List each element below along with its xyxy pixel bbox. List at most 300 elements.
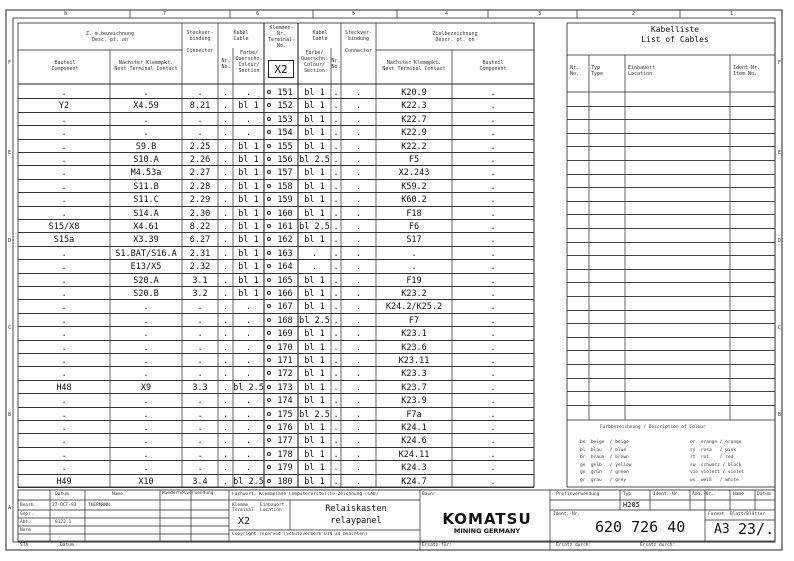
tb-location-label: Einbauort Location [260,503,285,513]
right-component-cell: . [490,88,496,98]
left-component-cell: H49 [56,476,72,487]
terminal-point-icon [267,318,271,322]
left-next-terminal-cell: X4.61 [133,222,159,232]
tb-doc-number: 620 726 40 [595,518,686,536]
cable-list-title: Kabelliste List of Cables [641,25,709,44]
cable-list-row [567,255,775,256]
header-no-right: Nr. No. [331,58,341,70]
right-connector-cell: . [355,315,362,326]
left-connector-cell: 2.32 [189,262,211,273]
zone-letter-a: A [8,505,12,511]
left-connector-cell: 8.22 [189,222,211,232]
left-cable-no-cell: . [222,222,229,232]
left-component-cell: S15a [53,235,75,246]
left-component-cell: . [61,114,67,125]
left-connector-cell: 2.31 [189,248,211,259]
zone-number-7: 7 [163,11,167,17]
tb-erstellt-durch: Ersatz durch: [640,543,676,548]
colour-legend-item: rs rosa / pink [690,447,737,453]
terminal-point-icon [267,358,271,362]
left-connector-cell: . [197,423,203,433]
left-colour-cell: . [245,315,252,326]
right-connector-cell: . [355,262,362,273]
terminal-point-icon [267,412,271,416]
left-component-cell: . [61,88,67,98]
cable-list-row [567,187,775,188]
header-next-terminal-right: Nächster Klemmpkt. Next Terminal Contact [382,60,446,72]
right-cable-no-cell: . [333,195,339,206]
right-next-terminal-cell: K23.9 [401,396,427,407]
left-component-cell: . [61,369,67,380]
cable-list-row [567,106,775,107]
right-component-cell: . [490,168,496,179]
left-next-terminal-cell: S11.B [133,181,159,192]
right-next-terminal-cell: K24.1 [401,423,427,433]
right-next-terminal-cell: K22.9 [401,128,427,139]
cable-col-ident: Ident-Nr. Item No. [733,65,761,77]
cable-list-row [567,337,775,338]
tb-fachwort: Fachwort: Klemmpläne Computererstellte Zeichnung (CAD) [232,492,379,497]
right-colour-cell: bl 1 [304,141,325,152]
terminal-number-cell: 159 [277,195,293,206]
header-component-desc: Z. m.bezeichnung Desc. pt. on [85,31,135,43]
tb-copyright: Copyright reserved (Schutzvermerk DIN 34 beachten) [232,532,368,537]
terminal-strip-label: X2 [268,60,294,78]
left-cable-no-cell: . [222,342,229,353]
left-next-terminal-cell: . [143,128,149,139]
colour-legend-item: bl blau / blue [580,447,627,453]
left-colour-cell: . [245,114,252,125]
right-connector-cell: . [355,396,362,407]
left-component-cell: . [61,396,67,407]
right-next-terminal-cell: F18 [406,208,422,219]
left-connector-cell: . [197,369,203,380]
left-component-cell: . [61,342,67,353]
terminal-number-cell: 153 [277,114,293,125]
right-cable-no-cell: . [333,449,339,460]
left-connector-cell: . [197,114,203,125]
terminal-number-cell: 167 [277,302,293,313]
right-cable-no-cell: . [333,141,339,152]
tb-werknr: Baunr. [422,492,439,497]
right-component-cell: . [490,235,496,246]
terminal-number-cell: 164 [277,262,293,273]
right-colour-cell: . [311,248,318,259]
right-next-terminal-cell: F5 [408,155,420,165]
right-connector-cell: . [355,248,362,259]
header-cable-right: Kabel Cable [312,30,328,42]
left-connector-cell: 2.30 [189,208,211,219]
right-colour-cell: bl 1 [304,114,325,125]
left-connector-cell: . [197,449,203,460]
cable-list-row [567,160,775,161]
left-connector-cell: . [197,329,203,340]
right-colour-cell: bl 1 [304,436,325,447]
cable-list-row [567,350,775,351]
terminal-number-cell: 169 [277,329,293,340]
right-connector-cell: . [355,289,362,299]
left-connector-cell: . [197,356,203,366]
terminal-point-icon [267,345,271,349]
terminal-number-cell: 170 [277,342,293,353]
left-connector-cell: . [197,409,203,420]
zone-number-8: 8 [64,11,68,17]
terminal-point-icon [267,278,271,282]
left-connector-cell: 3.2 [192,289,208,299]
left-colour-cell: . [245,423,252,433]
left-colour-cell: . [245,396,252,407]
left-cable-no-cell: . [222,208,229,219]
left-colour-cell: bl 1 [238,101,259,112]
left-next-terminal-cell: . [143,449,149,460]
right-connector-cell: . [355,195,362,206]
right-cable-no-cell: . [333,181,339,192]
terminal-point-icon [267,90,271,94]
colour-legend-item: or orange / orange [690,440,742,445]
left-colour-cell: . [245,463,252,474]
tb-blatt-label: Blatt/Blätter [730,512,766,517]
header-next-terminal-left: Nächster Klemmpkt. Next Terminal Contact [114,60,178,72]
right-cable-no-cell: . [333,436,339,447]
right-connector-cell: . [355,222,362,232]
left-cable-no-cell: . [222,248,229,259]
right-connector-cell: . [355,181,362,192]
left-colour-cell: bl 2.5 [233,382,264,393]
komatsu-logo: KOMATSU [442,510,532,528]
right-cable-no-cell: . [333,315,339,326]
colour-legend-left [580,440,670,485]
terminal-number-cell: 176 [277,423,293,433]
right-component-cell: . [490,302,496,313]
tb-desc-line1: Relaiskasten [325,504,387,514]
header-cable-left: Kabel Cable [233,30,249,42]
terminal-number-cell: 180 [277,476,293,487]
left-component-cell: . [61,128,67,139]
terminal-number-cell: 151 [277,88,293,98]
left-colour-cell: bl 1 [238,222,259,232]
right-cable-no-cell: . [333,476,339,487]
colour-legend-item: vio violett / violet [690,470,745,475]
right-cable-no-cell: . [333,248,339,259]
right-connector-cell: . [355,275,362,286]
cable-list-row [567,310,775,311]
left-connector-cell: 2.28 [189,181,211,192]
left-colour-cell: . [245,88,252,98]
right-connector-cell: . [355,476,362,487]
right-connector-cell: . [355,114,362,125]
cable-list-row [567,296,775,297]
right-component-cell: . [490,181,496,192]
right-colour-cell: bl 1 [304,88,325,98]
terminal-number-cell: 156 [277,155,293,165]
left-component-cell: . [61,275,67,286]
left-next-terminal-cell: . [143,329,149,340]
right-component-cell: . [490,342,496,353]
tb-format: A3 [714,522,730,537]
zone-number-1: 1 [730,11,734,17]
cable-list-row [567,364,775,365]
left-connector-cell: 3.3 [192,382,208,393]
cable-col-no: Nr. No. [570,65,580,77]
colour-legend-title: Farbbezeichnung / Description of Colour [600,425,706,430]
right-colour-cell: bl 2.5 [299,222,330,232]
tb-terminal-value: X2 [238,516,251,527]
right-cable-no-cell: . [333,168,339,179]
right-next-terminal-cell: K23.11 [398,356,430,366]
right-component-cell: . [490,289,496,299]
right-connector-cell: . [355,342,362,353]
left-connector-cell: 3.4 [192,476,208,487]
right-cable-no-cell: . [333,88,339,98]
left-colour-cell: bl 1 [238,141,259,152]
left-colour-cell: . [245,356,252,366]
right-colour-cell: bl 1 [304,463,325,474]
terminal-number-cell: 174 [277,396,293,407]
right-component-cell: . [490,436,496,447]
left-component-cell: . [61,248,67,259]
right-colour-cell: bl 1 [304,275,325,286]
tb-bearb-date: 27-OCT-93 [52,503,77,508]
terminal-number-cell: 154 [277,128,293,139]
terminal-number-cell: 157 [277,168,293,179]
left-cable-no-cell: . [222,409,229,420]
right-colour-cell: bl 1 [304,168,325,179]
header-target-desc: Zielbezeichnung Descr. pt. on [432,31,478,43]
cable-list-row [567,119,775,120]
left-next-terminal-cell: M4.53a [130,168,162,179]
right-colour-cell: bl 1 [304,369,325,380]
right-colour-cell: bl 2.5 [299,409,330,420]
tb-name-label: Name [112,492,123,497]
tb-ersatz-fuer: Ersatz für: [422,543,452,548]
terminal-number-cell: 178 [277,449,293,460]
terminal-point-icon [267,144,271,148]
right-colour-cell: bl 1 [304,101,325,112]
terminal-number-cell: 166 [277,289,293,299]
colour-legend-item: ge gelb / yellow [580,462,632,468]
right-colour-cell: bl 1 [304,449,325,460]
left-cable-no-cell: . [222,114,229,125]
left-colour-cell: bl 1 [238,168,259,179]
zone-letter-e-right: E [778,150,782,156]
right-colour-cell: bl 1 [304,382,325,393]
right-cable-no-cell: . [333,463,339,474]
terminal-number-cell: 177 [277,436,293,447]
left-connector-cell: 6.27 [189,235,211,246]
right-component-cell: . [490,329,496,340]
left-colour-cell: . [245,128,252,139]
right-next-terminal-cell: . [411,262,417,273]
left-next-terminal-cell: S9.B [135,141,157,152]
cable-list-row [567,323,775,324]
colour-legend-right [690,440,775,485]
cable-list-row [567,282,775,283]
right-component-cell: . [490,195,496,206]
right-connector-cell: . [355,128,362,139]
left-connector-cell: . [197,315,203,326]
right-colour-cell: bl 1 [304,329,325,340]
right-next-terminal-cell: S17 [406,235,422,246]
left-connector-cell: 2.25 [189,141,211,152]
right-next-terminal-cell: F6 [408,222,420,232]
terminal-number-cell: 155 [277,141,293,152]
left-next-terminal-cell: . [143,463,149,474]
cable-list-row [567,378,775,379]
zone-letter-b: B [8,412,12,418]
cable-list-row [567,242,775,243]
left-colour-cell: . [245,342,252,353]
left-next-terminal-cell: . [143,302,149,313]
tb-ersatz-durch: Ersatz durch: [556,543,592,548]
right-colour-cell: bl 1 [304,289,325,299]
left-component-cell: H48 [56,382,72,393]
header-terminal-no: Klemmen- Nr. Terminal- No. [267,25,296,49]
left-connector-cell: . [197,396,203,407]
left-cable-no-cell: . [222,369,229,380]
left-component-cell: . [61,195,67,206]
tb-abt-label: Abt. [20,520,31,525]
left-cable-no-cell: . [222,302,229,313]
left-colour-cell: bl 1 [238,195,259,206]
right-connector-cell: . [355,356,362,366]
right-cable-no-cell: . [333,289,339,299]
right-next-terminal-cell: K23.6 [401,342,427,353]
left-colour-cell: bl 1 [238,275,259,286]
terminal-number-cell: 160 [277,208,293,219]
left-cable-no-cell: . [222,463,229,474]
right-next-terminal-cell: F7a [406,409,422,420]
left-component-cell: . [61,463,67,474]
right-colour-cell: bl 1 [304,181,325,192]
right-colour-cell: bl 1 [304,235,325,246]
right-connector-cell: . [355,329,362,340]
left-colour-cell: bl 1 [238,181,259,192]
right-next-terminal-cell: K24.6 [401,436,427,447]
left-next-terminal-cell: S20.B [133,289,159,299]
left-next-terminal-cell: . [143,369,149,380]
tb-desc-line2: relaypanel [330,516,382,526]
left-cable-no-cell: . [222,181,229,192]
right-component-cell: . [490,222,496,232]
left-cable-no-cell: . [222,155,229,165]
left-next-terminal-cell: E13/X5 [130,262,162,273]
terminal-number-cell: 165 [277,275,293,286]
cable-list-row [567,228,775,229]
left-component-cell: . [61,181,67,192]
right-component-cell: . [490,449,496,460]
right-cable-no-cell: . [333,329,339,340]
right-cable-no-cell: . [333,409,339,420]
left-component-cell: . [61,423,67,433]
cable-col-location: Einbauort Location [628,65,656,77]
zone-letter-c-right: C [778,325,782,331]
cable-list-row [567,391,775,392]
zone-letter-c: C [8,325,12,331]
right-connector-cell: . [355,155,362,165]
terminal-point-icon [267,251,271,255]
right-component-cell: . [490,476,496,487]
left-connector-cell: . [197,302,203,313]
left-next-terminal-cell: . [143,342,149,353]
terminal-number-cell: 168 [277,315,293,326]
left-cable-no-cell: . [222,356,229,366]
left-component-cell: . [61,315,67,326]
header-connector-left: Steckver- bindung Connector [186,30,214,54]
left-cable-no-cell: . [222,476,229,487]
left-cable-no-cell: . [222,449,229,460]
left-component-cell: . [61,329,67,340]
left-component-cell: . [61,208,67,219]
left-next-terminal-cell: X9 [140,382,152,393]
terminal-number-cell: 179 [277,463,293,474]
right-next-terminal-cell: X2.243 [398,168,430,179]
colour-legend-item: be beige / beige [580,440,629,445]
tb-gepr-label: Gepr. [20,512,34,517]
left-next-terminal-cell: X3.39 [133,235,159,246]
right-connector-cell: . [355,409,362,420]
terminal-point-icon [267,184,271,188]
right-colour-cell: . [311,262,318,273]
right-connector-cell: . [355,88,362,98]
left-next-terminal-cell: S10.A [133,155,159,165]
right-next-terminal-cell: K22.2 [401,141,427,152]
tb-format-label: Format [708,512,725,517]
cable-list-row [567,269,775,270]
right-cable-no-cell: . [333,128,339,139]
right-next-terminal-cell: K24.7 [401,476,427,487]
cable-list-row [567,133,775,134]
cable-list-row [567,146,775,147]
right-colour-cell: bl 1 [304,302,325,313]
left-cable-no-cell: . [222,235,229,246]
header-component-right: Bauteil Component [479,60,507,72]
right-next-terminal-cell: F19 [406,275,422,286]
right-connector-cell: . [355,463,362,474]
right-next-terminal-cell: K23.1 [401,329,427,340]
left-connector-cell: . [197,342,203,353]
terminal-point-icon [267,211,271,215]
left-component-cell: . [61,436,67,447]
left-colour-cell: bl 1 [238,262,259,273]
left-connector-cell: 2.27 [189,168,211,179]
left-connector-cell: . [197,463,203,474]
right-colour-cell: bl 2.5 [299,155,330,165]
left-cable-no-cell: . [222,262,229,273]
left-colour-cell: bl 2.5 [233,476,264,487]
right-cable-no-cell: . [333,222,339,232]
right-next-terminal-cell: K59.2 [401,181,427,192]
terminal-number-cell: 158 [277,181,293,192]
right-component-cell: . [490,248,496,259]
colour-legend-item: gn grün / green [580,470,629,475]
right-colour-cell: bl 1 [304,342,325,353]
left-next-terminal-cell: S1.BAT/S16.A [115,248,177,259]
left-cable-no-cell: . [222,195,229,206]
terminal-number-cell: 161 [277,222,293,232]
left-connector-cell: 3.1 [192,275,208,286]
terminal-point-icon [267,425,271,429]
terminal-point-icon [267,117,271,121]
right-cable-no-cell: . [333,155,339,165]
left-connector-cell: . [197,88,203,98]
tb-sheet: 23/. [738,520,775,538]
left-cable-no-cell: . [222,275,229,286]
header-connector-right: Steckver- bindung Connector [344,30,373,54]
left-colour-cell: . [245,302,252,313]
right-next-terminal-cell: K22.3 [401,101,427,112]
colour-legend-item: br braun / brown [580,455,629,460]
right-component-cell: . [490,101,496,112]
